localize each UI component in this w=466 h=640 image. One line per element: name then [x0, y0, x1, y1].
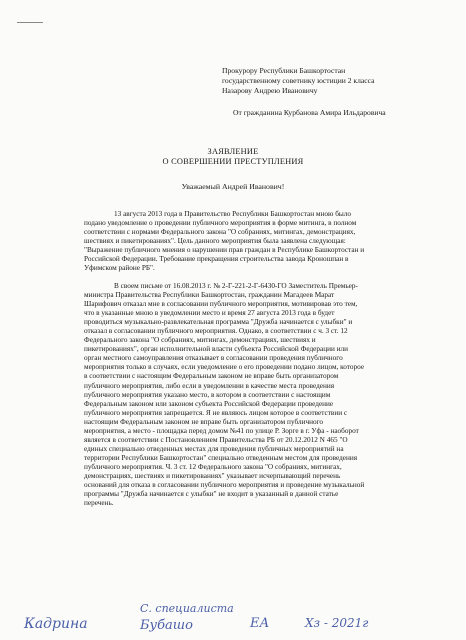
handwritten-text: Кадрина [24, 616, 88, 632]
text-line: мероприятия, а место - площадка перед домом №41 по улице Р. Зорге в г. Уфа - наоборот [84, 426, 359, 435]
corner-mark [17, 22, 43, 23]
text-line: настоящим Федеральным законом не вправе быть организатором публичного [84, 417, 324, 426]
text-line: соответствии с нормами Федерального закона "О собраниях, митингах, демонстрациях, [84, 228, 356, 237]
paragraph-1 [84, 210, 446, 273]
text-line: Федерального закона "О собраниях, митингах, демонстрациях, шествиях и [84, 336, 316, 345]
handwritten-text: ЕА [250, 616, 270, 631]
handwritten-text: Хз - 2021г [305, 616, 369, 630]
text-line: "Выражение публичного мнения о нарушении прав граждан в Республике Башкортостан и [84, 246, 365, 255]
text-line: территории Республики Башкортостан" специально отведенным местом для проведения [84, 453, 358, 462]
text-line: шествиях и пикетированиях". Цель данного мероприятия была заявлена следующая: [84, 237, 346, 246]
text-line: министра Правительства Республики Башкортостан, гражданин Магадеев Марат [84, 291, 335, 300]
text-line: орган местного самоуправления отказывает в согласовании проведения публичного [84, 354, 343, 363]
handwritten-note [0, 600, 466, 640]
text-line: программы "Дружба начинается с улыбки" не входит в указанный в данной статье [84, 490, 339, 499]
text-line: единых специально отведенных местах для проведения публичных мероприятий на [84, 444, 344, 453]
text-line: в соответствии с настоящим Федеральным законом не вправе быть организатором [84, 372, 339, 381]
greeting: Уважаемый Андрей Иванович! [181, 182, 285, 191]
text-line: Уфимском районе РБ". [84, 264, 155, 273]
document-title [0, 147, 466, 168]
title-line-2: О СОВЕРШЕНИИ ПРЕСТУПЛЕНИЯ [162, 157, 304, 167]
text-line: В своем письме от 16.08.2013 г. № 2-Г-221-2-Г-6430-ГО Заместитель Премьер- [114, 282, 358, 290]
text-line: подано уведомление о проведении публичного мероприятия в форме митинга, в полном [84, 219, 357, 228]
addressee-line: государственному советнику юстиции 2 класса [222, 76, 375, 86]
text-line: Федеральным законом или законом субъекта Российской Федерации проведение [84, 399, 334, 408]
text-line: публичного мероприятия указано место, в котором в соответствии с настоящим [84, 390, 331, 399]
text-line: публичного мероприятия, либо если в уведомлении в качестве места проведения [84, 381, 335, 390]
text-line: пикетированиях", орган исполнительной власти субъекта Российской Федерации или [84, 345, 349, 354]
text-line: 13 августа 2013 года в Правительство Республики Башкортостан мною было [114, 210, 352, 218]
text-line: отказал в согласовании публичного мероприятия. Однако, в соответствии с ч. 3 ст. 12 [84, 327, 348, 336]
addressee-block [222, 66, 452, 97]
paragraph-2 [84, 282, 446, 508]
text-line: является в соответствии с Постановлением Правительства РБ от 20.12.2012 N 465 "О [84, 435, 348, 444]
text-line: проводиться музыкально-развлекательная программа "Дружба начинается с улыбки" и [84, 318, 353, 327]
text-line: Российской Федерации. Требование прекращения строительства завода Кроношпан в [84, 255, 349, 264]
handwritten-text: Бубашо [140, 618, 193, 633]
text-line: Шарифович отказал мне в согласовании публичного мероприятия, мотивировав это тем, [84, 300, 358, 309]
text-line: оснований для отказа в согласовании публичного мероприятия и проведение музыкальной [84, 481, 365, 490]
text-line: мероприятия только в случаях, если уведомление о его проведении подано лицом, которое [84, 363, 365, 372]
text-line: демонстрациях, шествиях и пикетированиях" указывает исчерпывающий перечень [84, 471, 341, 480]
addressee-line: Назарову Андрею Ивановичу [222, 86, 318, 96]
title-line-1: ЗАЯВЛЕНИЕ [207, 147, 259, 156]
addressee-line: Прокурору Республики Башкортостан [222, 66, 346, 75]
text-line: публичного мероприятия. Ч. 3 ст. 12 Федерального закона "О собраниях, митингах, [84, 462, 342, 471]
sender-line: От гражданина Курбанова Амира Ильдаровича [233, 108, 386, 117]
text-line: публичного мероприятия запрещается. Я не являюсь лицом которое в соответствии с [84, 408, 348, 417]
handwritten-text: С. специалиста [140, 602, 234, 615]
text-line: перечень. [84, 499, 114, 508]
text-line: что в указанные мною в уведомлении место и время 27 августа 2013 года в будет [84, 309, 335, 318]
